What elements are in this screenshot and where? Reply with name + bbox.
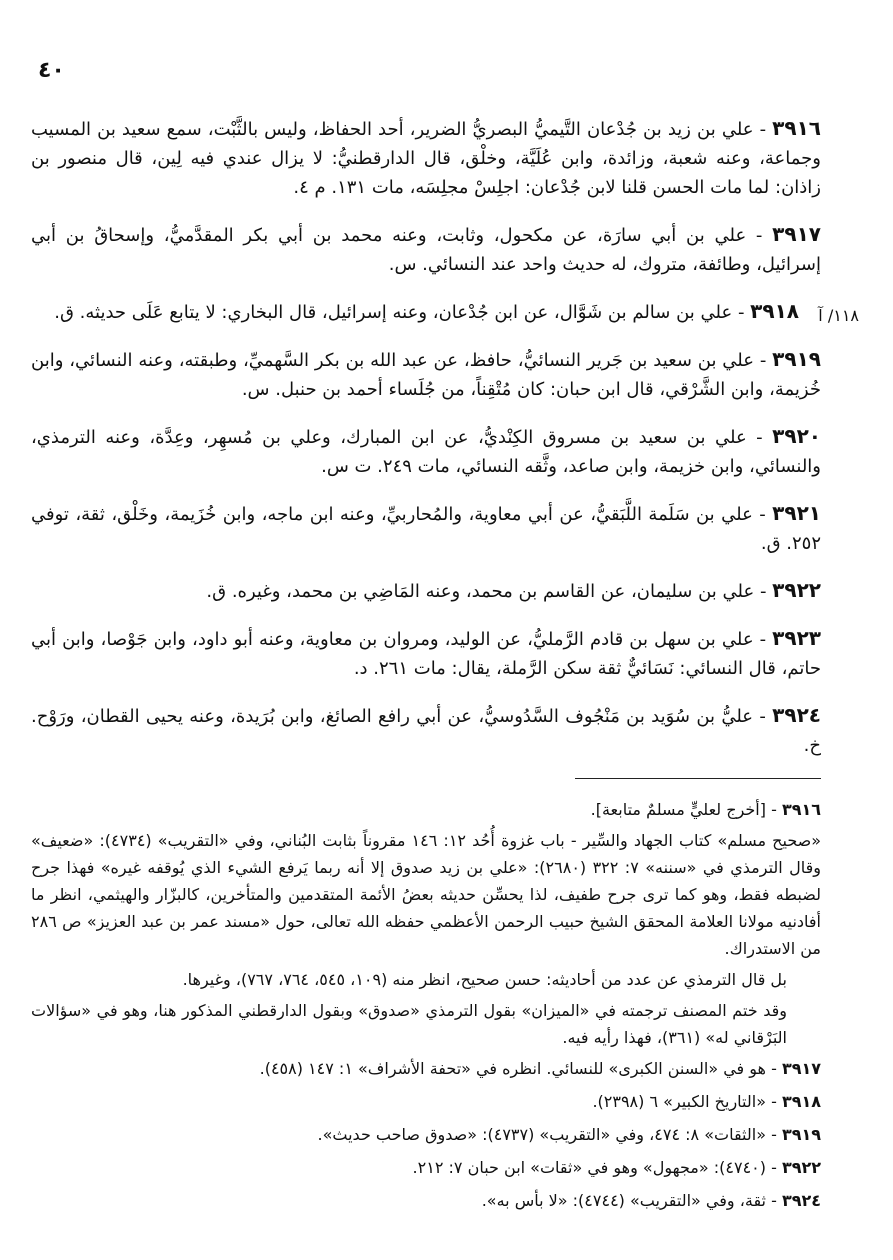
entry-text: - علي بن سعيد بن جَرير النسائيُّ، حافظ، عن عبد الله بن بكر السَّهميِّ، وطبقته، وعنه النسائي، وابن خُزيمة، وابن الشَّرْقي، قال ابن حبان: كان مُتْقِناً، من جُلَساء أحمد بن حنبل. س. — [31, 350, 821, 400]
margin-folio-reference: ١١٨/ آ — [818, 306, 859, 325]
entry-text: - عليُّ بن سُوَيد بن مَنْجُوف السَّدُوسيُّ، عن أبي رافع الصائغ، وابن بُرَيدة، وعنه يحيى القطان، ورَوْح. خ. — [31, 706, 821, 756]
footnote-number: ٣٩٢٤ — [781, 1191, 821, 1210]
biography-entries — [31, 96, 821, 772]
footnote-text: - «الثقات» ٨: ٤٧٤، وفي «التقريب» (٤٧٣٧): «صدوق صاحب حديث». — [317, 1125, 782, 1144]
footnote-text: - هو في «السنن الكبرى» للنسائي. انظره في «تحفة الأشراف» ١: ١٤٧ (٤٥٨). — [259, 1059, 782, 1078]
entry-text: - علي بن سهل بن قادم الرَّمليُّ، عن الوليد، ومروان بن معاوية، وعنه أبو داود، وابن جَوْصا، وابن أبي حاتم، قال النسائي: نَسَائيٌّ ثقة سكن الرَّملة، يقال: مات ٢٦١. د. — [31, 629, 821, 679]
footnote-3917 — [31, 1055, 821, 1082]
entry-number: ٣٩٢٤ — [772, 703, 821, 727]
entry-3922 — [31, 576, 821, 606]
footnote-text: - (٤٧٤٠): «مجهول» وهو في «ثقات» ابن حبان ٧: ٢١٢. — [412, 1158, 782, 1177]
footnote-3918 — [31, 1088, 821, 1115]
footnote-3916-paragraph-2: بل قال الترمذي عن عدد من أحاديثه: حسن صحيح، انظر منه (١٠٩، ٥٤٥، ٧٦٤، ٧٦٧)، وغيرها. — [182, 970, 787, 989]
entry-number: ٣٩١٦ — [772, 116, 821, 140]
entry-number: ٣٩٢٢ — [772, 578, 821, 602]
entry-3920 — [31, 422, 821, 481]
entry-number: ٣٩١٩ — [772, 347, 821, 371]
footnote-text: - ثقة، وفي «التقريب» (٤٧٤٤): «لا بأس به». — [481, 1191, 782, 1210]
footnote-3916-paragraph-1: «صحيح مسلم» كتاب الجهاد والسِّير - باب غزوة أُحُد ١٢: ١٤٦ مقروناً بثابت البُناني، وفي «التقريب» (٤٧٣٤): «ضعيف» وقال الترمذي في «سننه» ٧: ٣٢٢ (٢٦٨٠): «علي بن زيد صدوق إلا أنه ربما يَرفع الشيء الذي يُوقفه غيره» فهذا جرح لضبطه فقط، وهو كما ترى جرح طفيف، لذا يحسِّن حديثه بعضُ الأئمة المتقدمين والمتأخرين، كالبزّار والهيثمي، انظر ما أفادنيه مولانا العلامة المحقق الشيخ حبيب الرحمن الأعظمي حفظه الله تعالى، حول «مسند عمر بن عبد العزيز» ص ٢٨٦ من الاستدراك. — [31, 831, 822, 958]
entry-number: ٣٩١٧ — [772, 222, 821, 246]
footnote-divider — [575, 778, 821, 779]
entry-3924 — [31, 701, 821, 760]
entry-number: ٣٩٢٠ — [772, 424, 821, 448]
footnote-3919 — [31, 1121, 821, 1148]
entry-number: ٣٩٢٣ — [772, 626, 821, 650]
footnote-3924 — [31, 1187, 821, 1214]
footnote-number: ٣٩١٨ — [781, 1092, 821, 1111]
footnote-text: - «التاريخ الكبير» ٦ (٢٣٩٨). — [592, 1092, 782, 1111]
entry-number: ٣٩٢١ — [772, 501, 821, 525]
entry-3921 — [31, 499, 821, 558]
entry-text: - علي بن سَلَمة اللَّبَقيُّ، عن أبي معاوية، والمُحاربيِّ، وعنه ابن ماجه، وابن خُزَيمة، وخَلْق، ثقة، توفي ٢٥٢. ق. — [31, 504, 821, 554]
entry-text: - علي بن سالم بن شَوَّال، عن ابن جُدْعان، وعنه إسرائيل، قال البخاري: لا يتابع عَلَى حديثه. ق. — [54, 302, 751, 323]
entry-3923 — [31, 624, 821, 683]
entry-text: - علي بن سعيد بن مسروق الكِنْديُّ، عن ابن المبارك، وعلي بن مُسهِر، وعِدَّة، وعنه الترمذي، والنسائي، وابن خزيمة، وابن صاعد، وثَّقه النسائي، مات ٢٤٩. ت س. — [31, 427, 821, 477]
entry-3917 — [31, 220, 821, 279]
footnote-number: ٣٩١٧ — [781, 1059, 821, 1078]
entry-text: - علي بن سليمان، عن القاسم بن محمد، وعنه المَاضِي بن محمد، وغيره. ق. — [206, 581, 773, 602]
footnote-number: ٣٩١٩ — [781, 1125, 821, 1144]
entry-number: ٣٩١٨ — [750, 299, 799, 323]
entry-3916 — [31, 114, 821, 202]
footnote-number: ٣٩٢٢ — [781, 1158, 821, 1177]
entry-3918 — [31, 297, 799, 327]
page-number: ٤٠ — [38, 58, 65, 83]
footnote-3916-paragraph-3: وقد ختم المصنف ترجمته في «الميزان» بقول الترمذي «صدوق» وبقول الدارقطني المذكور هنا، وهو في «سؤالات البَرْقاني له» (٣٦١)، فهذا رأيه فيه. — [31, 1001, 787, 1047]
footnotes — [31, 796, 821, 1220]
footnote-number: ٣٩١٦ — [781, 800, 821, 819]
entry-text: - علي بن أبي سارَة، عن مكحول، وثابت، وعنه محمد بن أبي بكر المقدَّميُّ، وإسحاقُ بن أبي إسرائيل، وطائفة، متروك، له حديث واحد عند النسائي. س. — [31, 225, 821, 275]
entry-3919 — [31, 345, 821, 404]
entry-text: - علي بن زيد بن جُدْعان التَّيميُّ البصريُّ الضرير، أحد الحفاظ، وليس بالثَّبْت، سمع سعيد بن المسيب وجماعة، وعنه شعبة، وزائدة، وابن عُلَيَّة، وخلْق، قال الدارقطنيُّ: لا يزال عندي فيه لِين، قال منصور بن زاذان: لما مات الحسن قلنا لابن جُدْعان: اجلِسْ مجلِسَه، مات ١٣١. م ٤. — [31, 119, 821, 198]
footnote-title-text: - [أخرج لعليٍّ مسلمٌ متابعة]. — [590, 800, 782, 819]
footnote-3916-title — [31, 796, 821, 823]
footnote-3922 — [31, 1154, 821, 1181]
